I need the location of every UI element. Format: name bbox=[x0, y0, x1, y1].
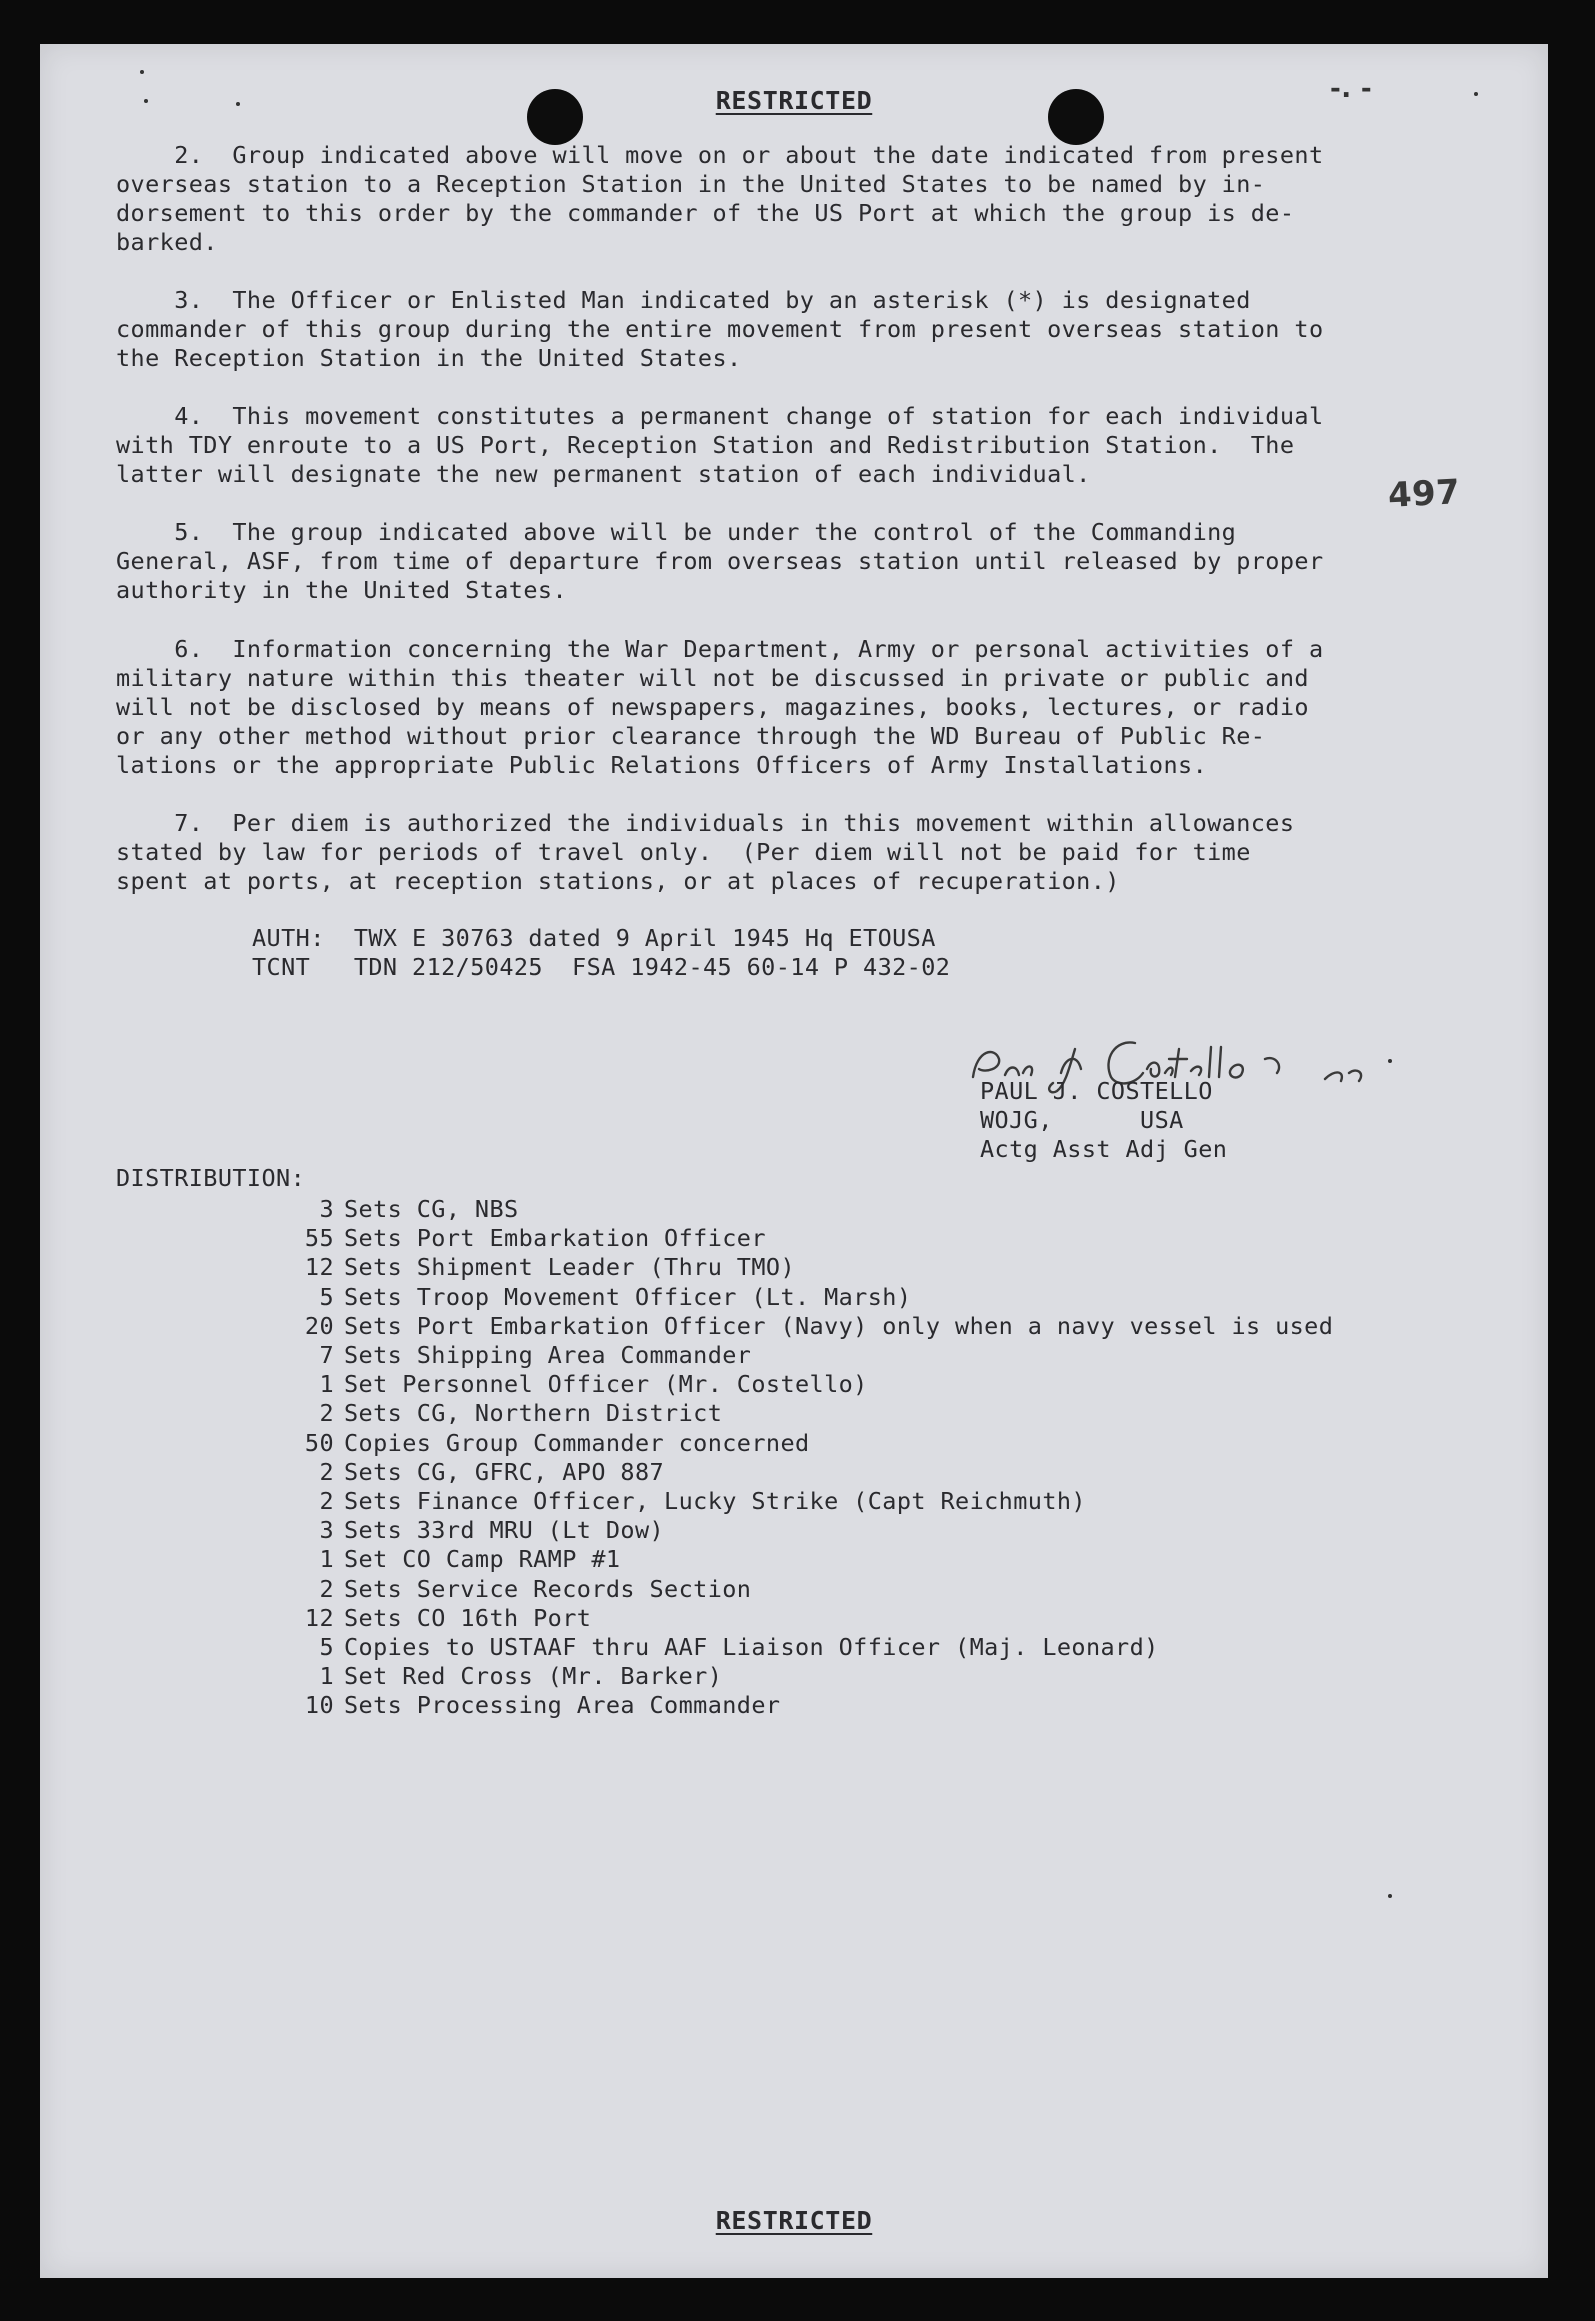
distribution-count: 3 bbox=[319, 1516, 334, 1545]
distribution-count: 1 bbox=[319, 1662, 334, 1691]
paragraph-line: 5. The group indicated above will be under the control of the Commanding bbox=[116, 518, 1237, 546]
distribution-row bbox=[290, 1195, 1333, 1224]
paragraph-4 bbox=[116, 402, 1476, 489]
paragraph-line: latter will designate the new permanent station of each individual. bbox=[116, 460, 1091, 488]
paragraph-line: 4. This movement constitutes a permanent change of station for each individual bbox=[116, 402, 1324, 430]
distribution-count: 50 bbox=[304, 1428, 334, 1457]
paragraph-line: 7. Per diem is authorized the individuals in this movement within allowances bbox=[116, 809, 1295, 837]
distribution-text: Sets CG, GFRC, APO 887 bbox=[344, 1457, 665, 1486]
distribution-text: Sets Processing Area Commander bbox=[344, 1691, 781, 1720]
paragraph-line: with TDY enroute to a US Port, Reception Station and Redistribution Station. The bbox=[116, 431, 1295, 459]
distribution-text: Copies to USTAAF thru AAF Liaison Officer (Maj. Leonard) bbox=[344, 1633, 1159, 1662]
distribution-row bbox=[290, 1575, 1333, 1604]
authority-line: TCNT TDN 212/50425 FSA 1942-45 60-14 P 432-02 bbox=[252, 953, 951, 981]
restricted-header: RESTRICTED bbox=[715, 86, 873, 115]
distribution-list bbox=[290, 1195, 1333, 1721]
distribution-count: 3 bbox=[319, 1195, 334, 1223]
distribution-count: 55 bbox=[304, 1224, 334, 1253]
distribution-text: Sets Finance Officer, Lucky Strike (Capt Reichmuth) bbox=[344, 1487, 1086, 1516]
distribution-row bbox=[290, 1633, 1333, 1662]
paragraph-line: General, ASF, from time of departure from overseas station until released by proper bbox=[116, 547, 1324, 575]
distribution-text: Sets CG, NBS bbox=[344, 1195, 519, 1223]
paper-speck bbox=[140, 70, 144, 74]
distribution-text: Sets Shipment Leader (Thru TMO) bbox=[344, 1253, 795, 1282]
distribution-title: DISTRIBUTION: bbox=[116, 1164, 306, 1192]
distribution-row bbox=[290, 1545, 1333, 1574]
distribution-text: Set Red Cross (Mr. Barker) bbox=[344, 1662, 723, 1691]
authority-block bbox=[252, 924, 950, 982]
distribution-text: Set CO Camp RAMP #1 bbox=[344, 1545, 621, 1574]
paragraph-line: overseas station to a Reception Station in the United States to be named by in- bbox=[116, 170, 1266, 198]
distribution-row bbox=[290, 1604, 1333, 1633]
signature-block bbox=[980, 1077, 1227, 1164]
paragraph-7 bbox=[116, 809, 1476, 896]
distribution-row bbox=[290, 1458, 1333, 1487]
paragraph-3 bbox=[116, 286, 1476, 373]
distribution-text: Sets Troop Movement Officer (Lt. Marsh) bbox=[344, 1282, 912, 1311]
distribution-count: 2 bbox=[319, 1457, 334, 1486]
paragraph-line: spent at ports, at reception stations, or at places of recuperation.) bbox=[116, 867, 1120, 895]
distribution-count: 1 bbox=[319, 1370, 334, 1399]
signer-rank: WOJG, USA bbox=[980, 1106, 1184, 1134]
distribution-row bbox=[290, 1516, 1333, 1545]
paragraph-5 bbox=[116, 518, 1476, 605]
paragraph-line: 6. Information concerning the War Department, Army or personal activities of a bbox=[116, 635, 1324, 663]
signer-title: Actg Asst Adj Gen bbox=[980, 1135, 1228, 1163]
paragraph-line: military nature within this theater will not be discussed in private or public and bbox=[116, 664, 1309, 692]
paragraph-line: commander of this group during the entire movement from present overseas station to bbox=[116, 315, 1324, 343]
distribution-text: Set Personnel Officer (Mr. Costello) bbox=[344, 1370, 868, 1399]
distribution-text: Sets CG, Northern District bbox=[344, 1399, 723, 1428]
corner-mark: -. - bbox=[1330, 74, 1373, 104]
authority-line: AUTH: TWX E 30763 dated 9 April 1945 Hq ETOUSA bbox=[252, 924, 936, 952]
distribution-row bbox=[290, 1487, 1333, 1516]
paragraph-line: barked. bbox=[116, 228, 218, 256]
distribution-count: 1 bbox=[319, 1545, 334, 1574]
distribution-count: 2 bbox=[319, 1399, 334, 1428]
distribution-count: 10 bbox=[304, 1691, 334, 1720]
distribution-row bbox=[290, 1341, 1333, 1370]
distribution-row bbox=[290, 1429, 1333, 1458]
paragraph-line: 3. The Officer or Enlisted Man indicated by an asterisk (*) is designated bbox=[116, 286, 1251, 314]
restricted-footer: RESTRICTED bbox=[715, 2206, 873, 2235]
paragraph-line: will not be disclosed by means of newspapers, magazines, books, lectures, or radio bbox=[116, 693, 1309, 721]
signer-name: PAUL J. COSTELLO bbox=[980, 1077, 1213, 1105]
paragraph-line: authority in the United States. bbox=[116, 576, 567, 604]
distribution-count: 2 bbox=[319, 1487, 334, 1516]
distribution-count: 2 bbox=[319, 1574, 334, 1603]
distribution-text: Sets Port Embarkation Officer (Navy) only when a navy vessel is used bbox=[344, 1311, 1334, 1340]
distribution-text: Copies Group Commander concerned bbox=[344, 1428, 810, 1457]
distribution-row bbox=[290, 1691, 1333, 1720]
distribution-text: Sets 33rd MRU (Lt Dow) bbox=[344, 1516, 665, 1545]
distribution-count: 5 bbox=[319, 1633, 334, 1662]
document-page bbox=[40, 44, 1548, 2278]
distribution-row bbox=[290, 1399, 1333, 1428]
distribution-text: Sets Shipping Area Commander bbox=[344, 1341, 752, 1370]
paragraph-6 bbox=[116, 635, 1476, 780]
paragraph-line: or any other method without prior clearance through the WD Bureau of Public Re- bbox=[116, 722, 1266, 750]
distribution-row bbox=[290, 1224, 1333, 1253]
distribution-count: 20 bbox=[304, 1311, 334, 1340]
page-number-stamp: 497 bbox=[1387, 472, 1462, 516]
distribution-count: 12 bbox=[304, 1253, 334, 1282]
distribution-count: 5 bbox=[319, 1282, 334, 1311]
distribution-text: Sets Service Records Section bbox=[344, 1574, 752, 1603]
distribution-row bbox=[290, 1253, 1333, 1282]
distribution-text: Sets CO 16th Port bbox=[344, 1603, 592, 1632]
distribution-row bbox=[290, 1312, 1333, 1341]
paragraph-line: dorsement to this order by the commander of the US Port at which the group is de- bbox=[116, 199, 1295, 227]
paragraph-line: the Reception Station in the United States. bbox=[116, 344, 742, 372]
paper-speck bbox=[1388, 1894, 1392, 1898]
distribution-count: 12 bbox=[304, 1603, 334, 1632]
paragraph-line: stated by law for periods of travel only. (Per diem will not be paid for time bbox=[116, 838, 1251, 866]
paragraph-line: 2. Group indicated above will move on or about the date indicated from present bbox=[116, 141, 1324, 169]
paragraph-line: lations or the appropriate Public Relations Officers of Army Installations. bbox=[116, 751, 1208, 779]
distribution-text: Sets Port Embarkation Officer bbox=[344, 1224, 766, 1253]
distribution-row bbox=[290, 1283, 1333, 1312]
paragraph-2 bbox=[116, 141, 1476, 257]
distribution-count: 7 bbox=[319, 1341, 334, 1370]
distribution-row bbox=[290, 1662, 1333, 1691]
distribution-row bbox=[290, 1370, 1333, 1399]
